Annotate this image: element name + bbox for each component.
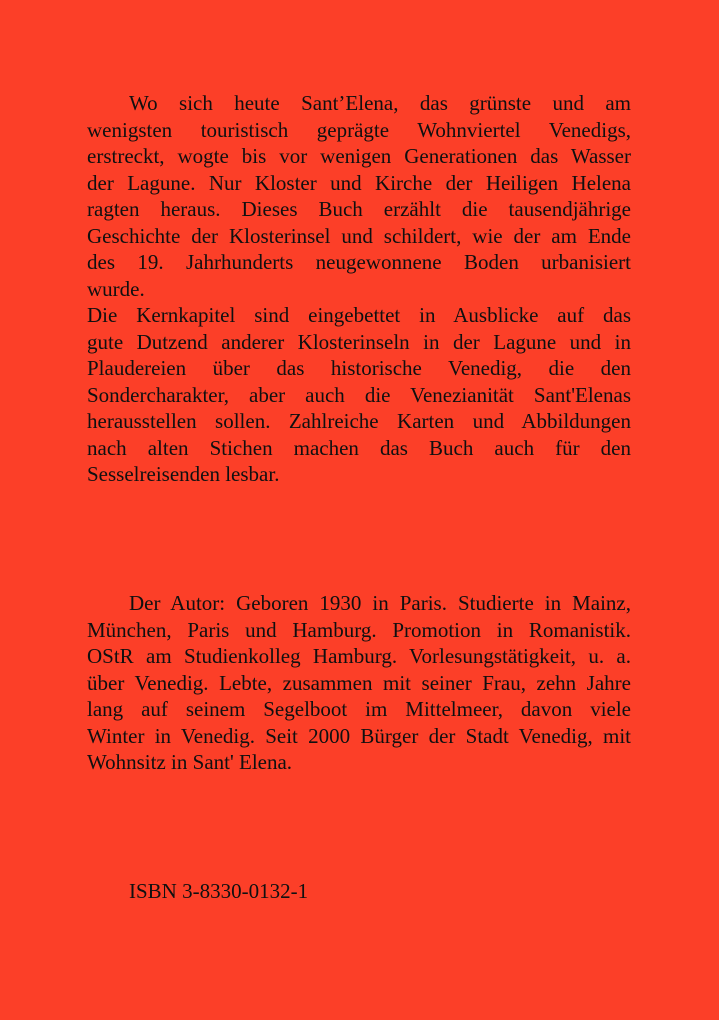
author-bio-line: über Venedig. Lebte, zusammen mit seiner Frau, zehn Jahre bbox=[87, 670, 631, 695]
description-line: herausstellen sollen. Zahlreiche Karten und Abbildungen bbox=[87, 409, 631, 433]
book-description bbox=[87, 90, 631, 488]
author-bio-line: Winter in Venedig. Seit 2000 Bürger der Stadt Venedig, mit bbox=[87, 723, 631, 748]
description-line: Die Kernkapitel sind eingebettet in Ausblicke auf das bbox=[87, 303, 631, 327]
description-line: Sesselreisenden lesbar. bbox=[87, 462, 280, 486]
isbn-number: ISBN 3-8330-0132-1 bbox=[129, 879, 309, 903]
description-line: erstreckt, wogte bis vor wenigen Generationen das Wasser bbox=[87, 144, 631, 168]
description-line: Wo sich heute Sant’Elena, das grünste und am bbox=[129, 91, 631, 115]
description-line: gute Dutzend anderer Klosterinseln in der Lagune und in bbox=[87, 329, 631, 354]
description-line: wenigsten touristisch geprägte Wohnviertel Venedigs, bbox=[87, 117, 631, 142]
author-bio-line: lang auf seinem Segelboot im Mittelmeer, davon viele bbox=[87, 697, 631, 721]
author-bio-line: OStR am Studienkolleg Hamburg. Vorlesungstätigkeit, u. a. bbox=[87, 644, 631, 668]
description-line: Sondercharakter, aber auch die Venezianität Sant'Elenas bbox=[87, 382, 631, 407]
description-line: Plaudereien über das historische Venedig, die den bbox=[87, 356, 631, 380]
description-line: wurde. bbox=[87, 276, 145, 301]
description-line: ragten heraus. Dieses Buch erzählt die tausendjährige bbox=[87, 197, 631, 221]
description-line: der Lagune. Nur Kloster und Kirche der Heiligen Helena bbox=[87, 170, 631, 195]
description-line: des 19. Jahrhunderts neugewonnene Boden urbanisiert bbox=[87, 250, 631, 274]
author-bio-line: Der Autor: Geboren 1930 in Paris. Studierte in Mainz, bbox=[129, 591, 631, 615]
author-bio-line: Wohnsitz in Sant' Elena. bbox=[87, 750, 293, 774]
author-bio-line: München, Paris und Hamburg. Promotion in Romanistik. bbox=[87, 617, 631, 642]
author-bio bbox=[87, 590, 631, 776]
description-line: nach alten Stichen machen das Buch auch für den bbox=[87, 435, 631, 460]
description-line: Geschichte der Klosterinsel und schildert, wie der am Ende bbox=[87, 223, 631, 248]
